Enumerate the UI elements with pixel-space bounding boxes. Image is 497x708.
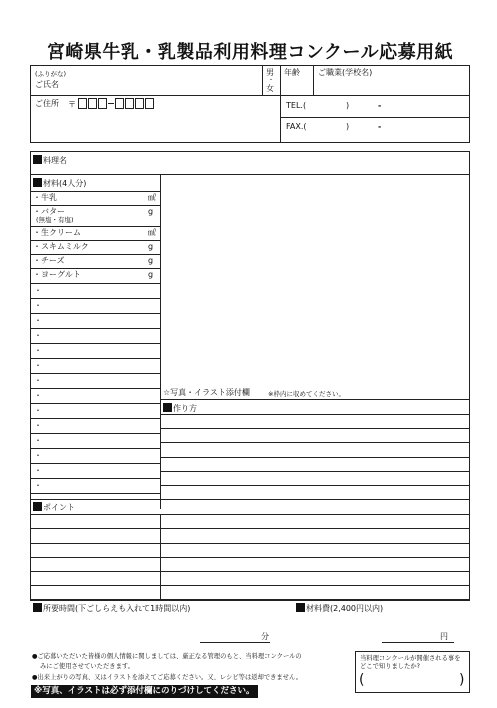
blank-ingredient-row[interactable] [30, 343, 160, 344]
blank-ingredient-row[interactable] [30, 478, 160, 479]
ingredient-row[interactable] [30, 268, 160, 269]
gender-dot: ・ [268, 77, 275, 84]
occupation-label: ご職業(学校名) [318, 68, 373, 77]
ingredient-unit: g [148, 242, 154, 251]
method-line[interactable] [160, 471, 470, 472]
blank-ingredient-row[interactable] [30, 433, 160, 434]
ingredient-name: ・ヨーグルト [33, 270, 81, 279]
blank-ingredient-row[interactable] [30, 418, 160, 419]
ingredients-label: 材料(4人分) [33, 178, 86, 189]
blank-ingredient-bullet: ・ [34, 361, 42, 370]
square-marker-icon [163, 403, 172, 412]
age-label: 年齢 [284, 68, 300, 77]
method-line[interactable] [160, 457, 470, 458]
photo-label: ☆写真・イラスト添付欄 [163, 388, 250, 397]
blank-ingredient-row[interactable] [30, 298, 160, 299]
paste-warning-banner: ※写真、イラストは必ず添付欄にのりづけしてください。 [31, 685, 258, 698]
point-line[interactable] [30, 557, 470, 558]
dish-name-label: 料理名 [33, 155, 67, 166]
fax-dash: - [378, 122, 382, 131]
ingredient-row[interactable] [30, 254, 160, 255]
point-line[interactable] [30, 514, 470, 515]
question-line1: 当料理コンクールが開催される事を [360, 655, 461, 662]
ingredient-unit: ㎖ [148, 193, 156, 202]
privacy-note-line1: ●ご応募いただいた皆様の個人情報に関しましては、厳正なる管理のもと、当料理コンクールの [32, 653, 302, 660]
postal-mark: 〒 [68, 100, 76, 109]
blank-ingredient-bullet: ・ [34, 286, 42, 295]
recipe-box [30, 151, 470, 600]
blank-ingredient-bullet: ・ [34, 421, 42, 430]
ingredient-row[interactable] [30, 240, 160, 241]
blank-ingredient-bullet: ・ [34, 346, 42, 355]
blank-ingredient-row[interactable] [30, 313, 160, 314]
blank-ingredient-row[interactable] [30, 328, 160, 329]
blank-ingredient-row[interactable] [30, 358, 160, 359]
name-label: ご氏名 [35, 80, 59, 89]
blank-ingredient-row[interactable] [30, 388, 160, 389]
answer-paren-close[interactable]: ) [459, 672, 465, 688]
ingredient-row[interactable] [30, 283, 160, 284]
blank-ingredient-bullet: ・ [34, 406, 42, 415]
blank-ingredient-bullet: ・ [34, 481, 42, 490]
method-line[interactable] [160, 428, 470, 429]
point-label: ポイント [33, 502, 75, 513]
cost-field[interactable] [382, 642, 454, 643]
row-divider [30, 191, 160, 192]
blank-ingredient-bullet: ・ [34, 301, 42, 310]
blank-ingredient-bullet: ・ [34, 331, 42, 340]
ingredient-name: ・スキムミルク [33, 242, 89, 251]
blank-ingredient-row[interactable] [30, 448, 160, 449]
blank-ingredient-bullet: ・ [34, 316, 42, 325]
ingredient-name: ・牛乳 [33, 193, 57, 202]
blank-ingredient-bullet: ・ [34, 436, 42, 445]
ingredient-row[interactable] [30, 205, 160, 206]
minutes-field[interactable] [200, 642, 270, 643]
square-marker-icon [33, 178, 42, 187]
method-label: 作り方 [163, 403, 197, 414]
ingredient-unit: ㎖ [148, 228, 156, 237]
photo-note: ※枠内に収めてください。 [268, 390, 345, 398]
blank-ingredient-bullet: ・ [34, 451, 42, 460]
page-title: 宮崎県牛乳・乳製品利用料理コンクール応募用紙 [46, 42, 454, 63]
gender-male[interactable]: 男 [266, 68, 274, 77]
ingredient-row[interactable] [30, 226, 160, 227]
blank-ingredient-row[interactable] [30, 493, 160, 494]
point-line[interactable] [30, 571, 470, 572]
square-marker-icon [33, 502, 42, 511]
tel-close: ) [346, 101, 350, 110]
fax-label: FAX.( [286, 122, 307, 131]
postal-code-field[interactable] [68, 98, 155, 110]
ingredient-subnote: (無塩・有塩) [36, 216, 74, 224]
point-line[interactable] [30, 600, 470, 601]
tel-label: TEL.( [286, 101, 307, 110]
method-line[interactable] [160, 414, 470, 415]
blank-ingredient-row[interactable] [30, 373, 160, 374]
square-marker-icon [33, 603, 42, 612]
point-line[interactable] [30, 528, 470, 529]
minutes-unit: 分 [261, 632, 269, 641]
blank-ingredient-row[interactable] [30, 463, 160, 464]
time-label: 所要時間(下ごしらえも入れて1時間以内) [33, 603, 190, 614]
address-label: ご住所 [35, 99, 59, 108]
fax-close: ) [346, 122, 350, 131]
blank-ingredient-bullet: ・ [34, 466, 42, 475]
ingredient-name: ・チーズ [33, 256, 65, 265]
blank-ingredient-bullet: ・ [34, 391, 42, 400]
question-line2: どこで知りましたか? [360, 663, 421, 670]
method-line[interactable] [160, 485, 470, 486]
blank-ingredient-bullet: ・ [34, 376, 42, 385]
gender-female[interactable]: 女 [266, 84, 274, 93]
ingredient-unit: g [148, 256, 154, 265]
tel-dash: - [378, 101, 382, 110]
ingredient-unit: g [148, 270, 154, 279]
ingredient-name: ・生クリーム [33, 228, 81, 237]
cost-label: 材料費(2,400円以内) [296, 603, 383, 614]
yen-unit: 円 [440, 632, 448, 641]
ingredient-unit: g [148, 207, 154, 216]
point-line[interactable] [30, 585, 470, 586]
photo-note-line: ●出来上がりの写真、又はイラストを添えてご応募ください。又、レシピ等は返却できません。 [32, 674, 302, 681]
blank-ingredient-row[interactable] [30, 403, 160, 404]
furigana-label: (ふりがな) [35, 70, 67, 78]
ingredient-name: ・バター [33, 207, 65, 216]
answer-paren-open[interactable]: ( [359, 672, 365, 688]
square-marker-icon [33, 155, 42, 164]
privacy-note-line2: みにご使用させていただきます。 [40, 663, 134, 670]
point-line[interactable] [30, 543, 470, 544]
square-marker-icon [296, 603, 305, 612]
method-line[interactable] [160, 442, 470, 443]
